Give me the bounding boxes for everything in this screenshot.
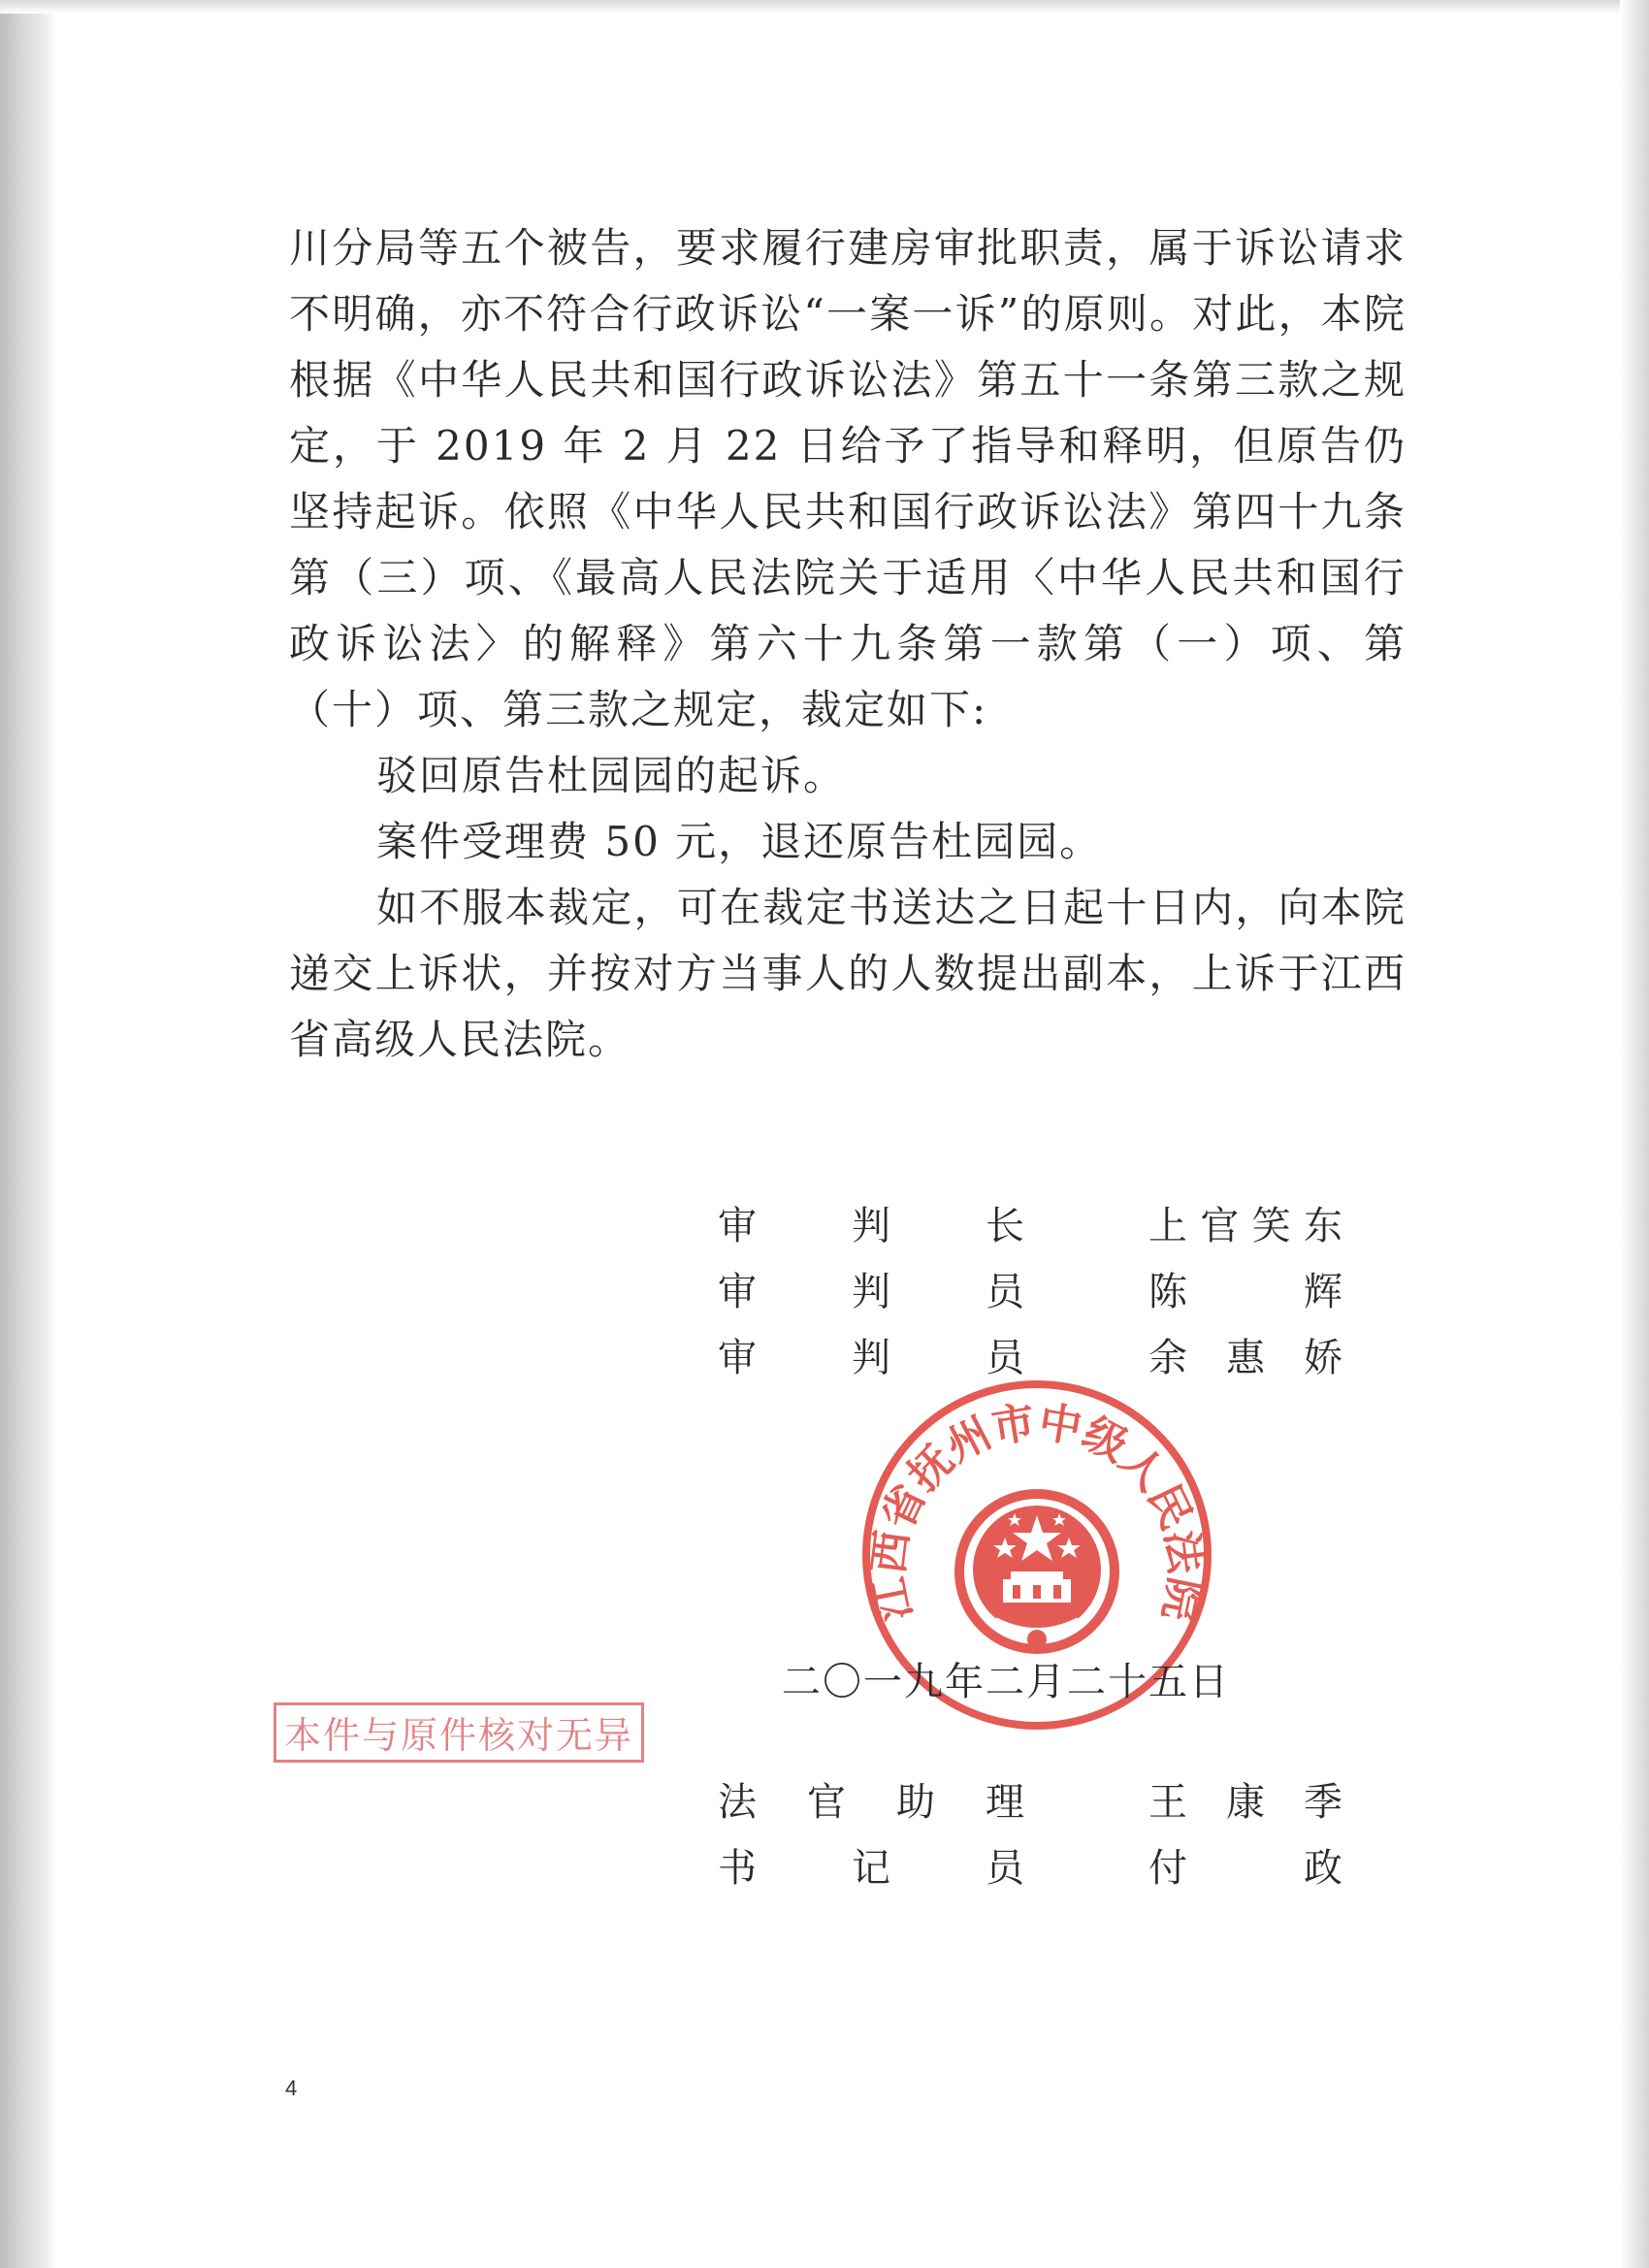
page-number: 4 bbox=[285, 2076, 298, 2100]
ruling-paragraph-appeal: 如不服本裁定，可在裁定书送达之日起十日内，向本院递交上诉状，并按对方当事人的人数提出副本，上诉于江西省高级人民法院。 bbox=[289, 884, 1406, 1063]
seal-text: 江西省抚州市中级人民法院 bbox=[863, 1397, 1211, 1626]
clerk-row bbox=[718, 1771, 1342, 1837]
judge-role: 审 判 长 bbox=[718, 1204, 1024, 1248]
scan-edge-top bbox=[0, 0, 1649, 14]
clerks-block bbox=[718, 1771, 1342, 1903]
clerk-row bbox=[718, 1837, 1342, 1903]
scan-edge-left bbox=[0, 0, 56, 2268]
judges-block bbox=[718, 1195, 1342, 1393]
copy-verification-stamp: 本件与原件核对无异 bbox=[274, 1702, 644, 1763]
judge-name: 上 官 笑 东 bbox=[1148, 1204, 1342, 1248]
ruling-date: 二〇一九年二月二十五日 bbox=[782, 1660, 1230, 1704]
ruling-body bbox=[289, 215, 1406, 1073]
judge-role: 审 判 员 bbox=[718, 1336, 1024, 1380]
clerk-name: 付 政 bbox=[1148, 1846, 1342, 1891]
clerk-role: 法 官 助 理 bbox=[718, 1780, 1024, 1825]
judge-row bbox=[718, 1195, 1342, 1261]
ruling-paragraph-dismissal: 驳回原告杜园园的起诉。 bbox=[376, 752, 847, 799]
judge-name: 陈 辉 bbox=[1148, 1270, 1342, 1314]
scan-edge-right bbox=[1620, 0, 1649, 2268]
clerk-role: 书 记 员 bbox=[718, 1846, 1024, 1891]
ruling-paragraph-fee: 案件受理费 50 元，退还原告杜园园。 bbox=[376, 818, 1103, 865]
clerk-name: 王 康 季 bbox=[1148, 1780, 1342, 1825]
national-emblem-icon bbox=[959, 1494, 1115, 1649]
judge-row bbox=[718, 1261, 1342, 1327]
judge-name: 余 惠 娇 bbox=[1148, 1336, 1342, 1380]
judge-role: 审 判 员 bbox=[718, 1270, 1024, 1314]
ruling-paragraph-reasoning: 川分局等五个被告，要求履行建房审批职责，属于诉讼请求不明确，亦不符合行政诉讼“一案一诉”的原则。对此，本院根据《中华人民共和国行政诉讼法》第五十一条第三款之规定，于 2019 年 2 月 22 日给予了指导和释明，但原告仍坚持起诉。依照《中华人民共和国行政诉讼法》第四十九条第（三）项、《最高人民法院关于适用〈中华人民共和国行政诉讼法〉的解释》第六十九条第一款第（一）项、第（十）项、第三款之规定，裁定如下: bbox=[289, 224, 1406, 733]
